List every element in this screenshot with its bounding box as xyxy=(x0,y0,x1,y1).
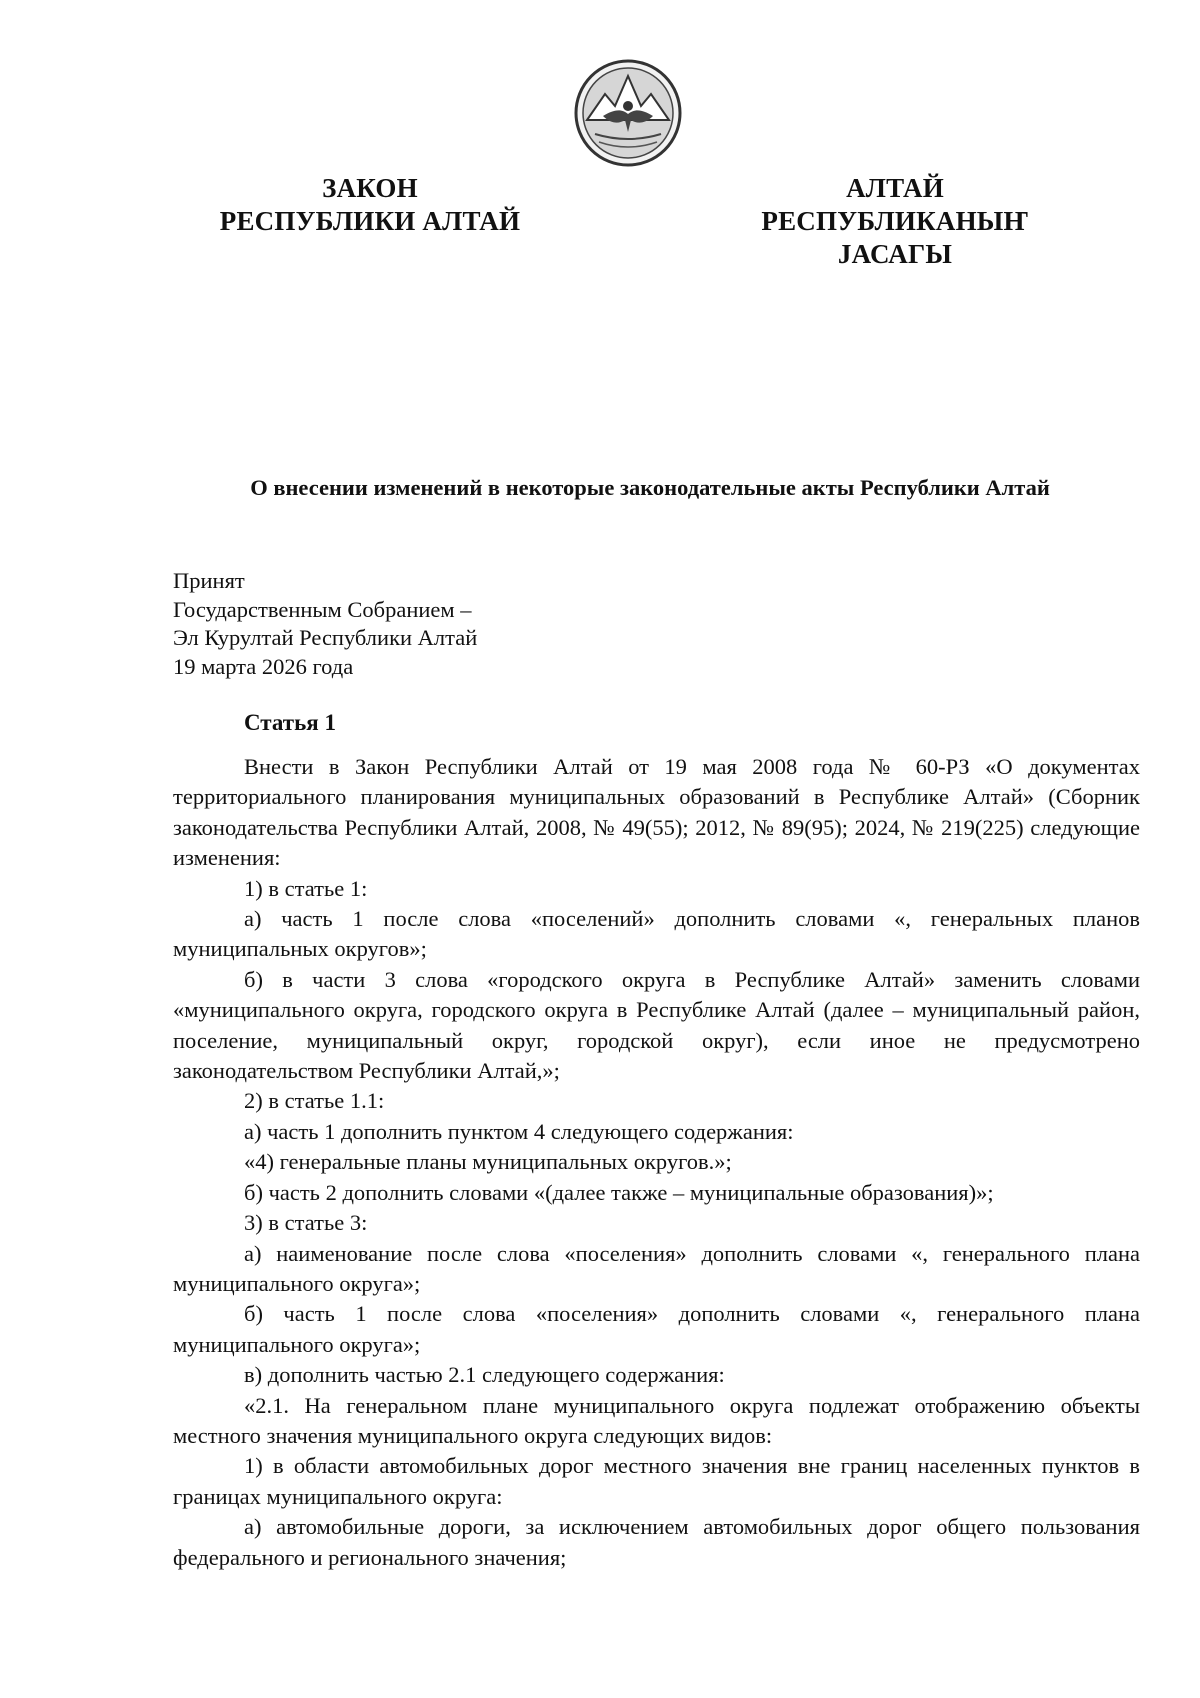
adoption-line3: Эл Курултай Республики Алтай xyxy=(173,625,478,650)
paragraph: б) в части 3 слова «городского округа в Республике Алтай» заменить словами «муниципального округа, городского округа в Республике Алтай (далее – муниципальный район, поселение, муниципальный округ, городской округ), если иное не предусмотрено законодательством Республики Алтай,»; xyxy=(173,966,1140,1084)
adoption-line1: Принят xyxy=(173,568,245,593)
paragraph: 1) в статье 1: xyxy=(244,875,368,901)
article-body xyxy=(173,752,1140,1573)
paragraph: 1) в области автомобильных дорог местного значения вне границ населенных пунктов в границах муниципального округа: xyxy=(173,1453,1140,1509)
article-title: Статья 1 xyxy=(244,710,336,735)
adoption-block xyxy=(173,567,477,681)
header-right-line1: АЛТАЙ РЕСПУБЛИКАНЫҤ xyxy=(761,173,1029,236)
header-russian xyxy=(200,172,540,238)
paragraph: а) наименование после слова «поселения» дополнить словами «, генерального плана муниципального округа»; xyxy=(173,1240,1140,1296)
paragraph: а) часть 1 после слова «поселений» дополнить словами «, генеральных планов муниципальных округов»; xyxy=(173,906,1140,962)
document-title: О внесении изменений в некоторые законодательные акты Республики Алтай xyxy=(250,475,1050,500)
paragraph: а) часть 1 дополнить пунктом 4 следующего содержания: xyxy=(244,1118,794,1144)
paragraph: «2.1. На генеральном плане муниципального округа подлежат отображению объекты местного значения муниципального округа следующих видов: xyxy=(173,1392,1140,1448)
header-altai xyxy=(715,172,1075,271)
paragraph: Внести в Закон Республики Алтай от 19 мая 2008 года № 60-РЗ «О документах территориального планирования муниципальных образований в Республике Алтай» (Сборник законодательства Республики Алтай, 2008, № 49(55); 2012, № 89(95); 2024, № 219(225) следующие изменения: xyxy=(173,754,1140,871)
paragraph: б) часть 1 после слова «поселения» дополнить словами «, генерального плана муниципального округа»; xyxy=(173,1301,1140,1357)
paragraph: в) дополнить частью 2.1 следующего содержания: xyxy=(244,1362,725,1388)
paragraph: 2) в статье 1.1: xyxy=(244,1088,385,1114)
adoption-line2: Государственным Собранием – xyxy=(173,596,472,622)
header-left-line2: РЕСПУБЛИКИ АЛТАЙ xyxy=(219,206,521,236)
paragraph: а) автомобильные дороги, за исключением автомобильных дорог общего пользования федерального и регионального значения; xyxy=(173,1514,1140,1570)
coat-of-arms-emblem xyxy=(573,58,683,168)
paragraph: «4) генеральные планы муниципальных округов.»; xyxy=(244,1149,732,1175)
header-right-line2: ЈАСАГЫ xyxy=(837,239,953,269)
paragraph: 3) в статье 3: xyxy=(244,1210,368,1236)
adoption-line4: 19 марта 2026 года xyxy=(173,653,354,679)
paragraph: б) часть 2 дополнить словами «(далее также – муниципальные образования)»; xyxy=(244,1179,994,1205)
header-left-line1: ЗАКОН xyxy=(322,173,418,203)
